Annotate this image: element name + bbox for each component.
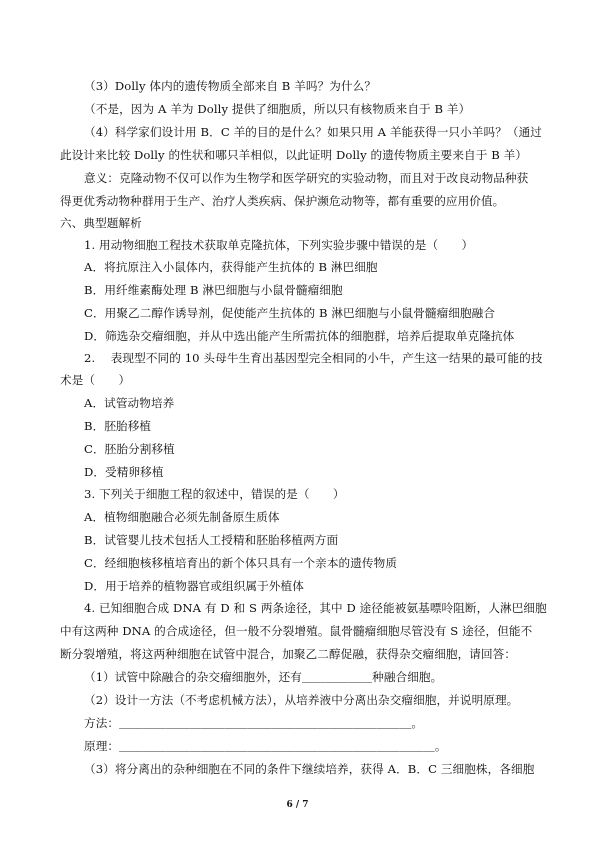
option-d: D．筛选杂交瘤细胞，并从中选出能产生所需抗体的细胞群，培养后提取单克隆抗体	[84, 329, 515, 343]
option-a: A．试管动物培养	[84, 396, 175, 410]
question-3: 3. 下列关于细胞工程的叙述中，错误的是（ ）	[84, 487, 345, 501]
option-d: D．用于培养的植物器官或组织属于外植体	[84, 579, 304, 593]
question-1: 1. 用动物细胞工程技术获取单克隆抗体，下列实验步骤中错误的是（ ）	[84, 238, 474, 252]
sub-question-1: （1）试管中除融合的杂交瘤细胞外，还有＿＿＿＿＿＿种融合细胞。	[84, 670, 443, 684]
sub-question-3: （3）将分离出的杂种细胞在不同的条件下继续培养，获得 A．B．C 三细胞株，各细胞	[84, 762, 535, 776]
page-number: 6 / 7	[286, 800, 309, 810]
option-a: A．将抗原注入小鼠体内，获得能产生抗体的 B 淋巴细胞	[84, 260, 378, 274]
text-line: 得更优秀动物种群用于生产、治疗人类疾病、保护濒危动物等，都有重要的应用价值。	[60, 194, 505, 208]
option-c: C．用聚乙二醇作诱导剂，促使能产生抗体的 B 淋巴细胞与小鼠骨髓瘤细胞融合	[84, 306, 496, 320]
option-b: B．试管婴儿技术包括人工授精和胚胎移植两方面	[84, 533, 339, 547]
option-b: B．胚胎移植	[84, 419, 152, 433]
option-c: C．胚胎分割移植	[84, 442, 175, 456]
option-c: C．经细胞核移植培育出的新个体只具有一个亲本的遗传物质	[84, 556, 398, 570]
option-d: D．受精卵移植	[84, 465, 164, 479]
option-b: B．用纤维素酶处理 B 淋巴细胞与小鼠骨髓瘤细胞	[84, 283, 343, 297]
text-line: 断分裂增殖，将这两种细胞在试管中混合，加聚乙二醇促融，获得杂交瘤细胞，请回答：	[60, 647, 517, 661]
text-line: （不是，因为 A 羊为 Dolly 提供了细胞质，所以只有核物质来自于 B 羊）	[84, 102, 471, 116]
method-blank: 方法：＿＿＿＿＿＿＿＿＿＿＿＿＿＿＿＿＿＿＿＿＿＿＿＿＿。	[84, 716, 424, 730]
text-line: （3）Dolly 体内的遗传物质全部来自 B 羊吗？为什么？	[84, 79, 377, 93]
sub-question-2: （2）设计一方法（不考虑机械方法），从培养液中分离出杂交瘤细胞，并说明原理。	[84, 693, 519, 707]
option-a: A．植物细胞融合必须先制备原生质体	[84, 510, 280, 524]
text-line: 术是（ ）	[60, 373, 131, 387]
section-heading: 六、典型题解析	[60, 216, 142, 230]
question-4: 4. 已知细胞合成 DNA 有 D 和 S 两条途径，其中 D 途径能被氨基嘌呤阻断，人淋巴细胞	[84, 601, 547, 615]
text-line: （4）科学家们设计用 B．C 羊的目的是什么？如果只用 A 羊能获得一只小羊吗？（通过	[84, 125, 542, 139]
principle-blank: 原理：＿＿＿＿＿＿＿＿＿＿＿＿＿＿＿＿＿＿＿＿＿＿＿＿＿＿＿。	[84, 739, 447, 753]
text-line: 意义：克隆动物不仅可以作为生物学和医学研究的实验动物，而且对于改良动物品种获	[84, 171, 529, 185]
text-line: 此设计来比较 Dolly 的性状和哪只羊相似，以此证明 Dolly 的遗传物质主要来自于 B 羊）	[60, 148, 528, 162]
text-line: 中有这两种 DNA 的合成途径，但一般不分裂增殖。鼠骨髓瘤细胞尽管没有 S 途径，但能不	[60, 624, 533, 638]
question-2: 2. 表现型不同的 10 头母牛生育出基因型完全相同的小牛，产生这一结果的最可能的技	[84, 351, 543, 365]
